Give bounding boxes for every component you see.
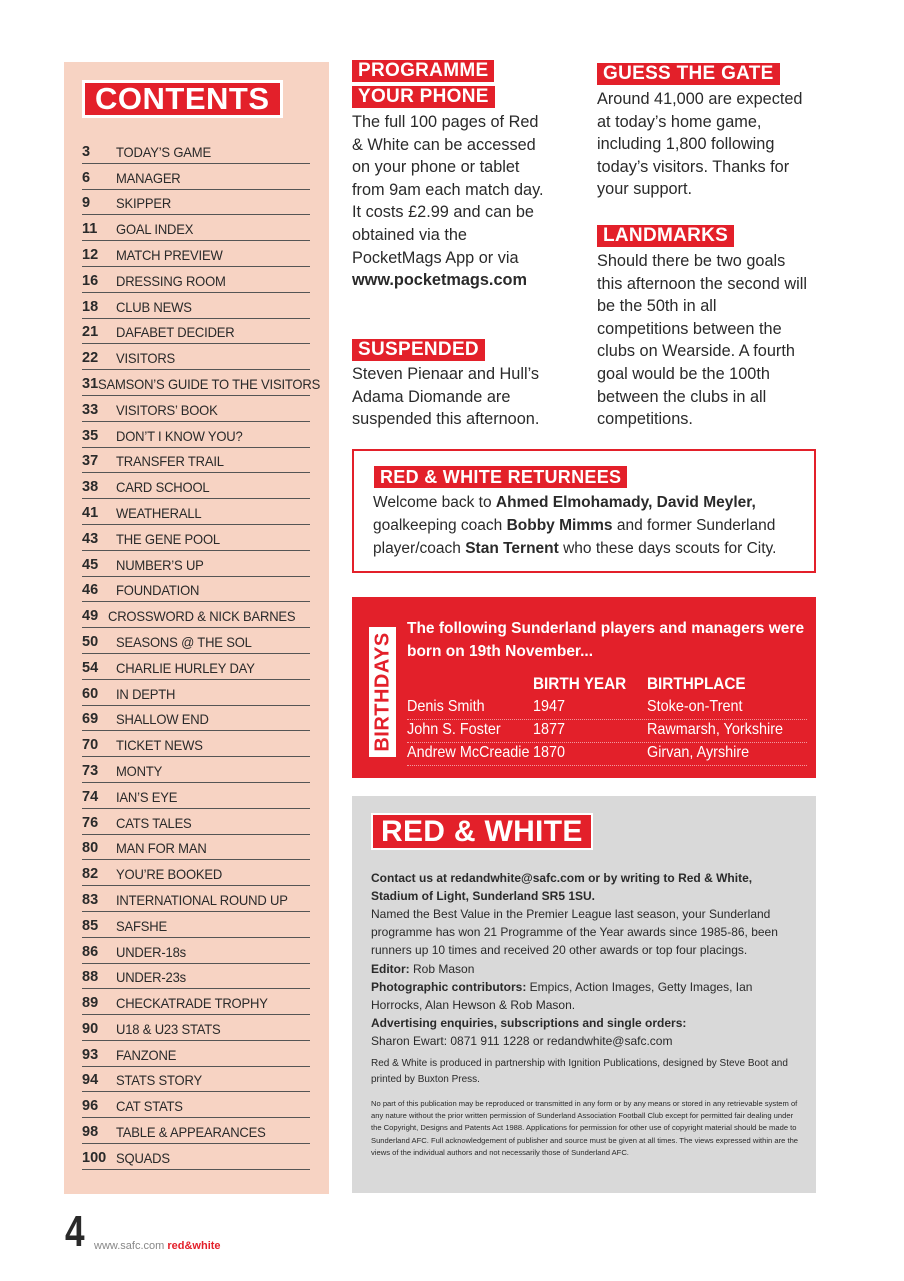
contents-item[interactable] (82, 835, 310, 861)
contents-label: SAFSHE (116, 917, 167, 934)
guess-gate-text: Around 41,000 are expected at today’s home game, including 1,800 following today’s visitors. Thanks for your support. (597, 90, 803, 199)
contents-item[interactable] (82, 344, 310, 370)
contents-label: UNDER-23s (116, 969, 186, 986)
contents-item[interactable] (82, 964, 310, 990)
contents-item[interactable] (82, 190, 310, 216)
birth-year-header: BIRTH YEAR (533, 674, 627, 693)
contents-label: CATS TALES (116, 814, 192, 831)
contents-label: SEASONS @ THE SOL (116, 633, 252, 650)
contents-page-number: 31 (82, 375, 99, 392)
contents-page-number: 76 (82, 814, 99, 831)
contents-item[interactable] (82, 319, 310, 345)
contents-label: TABLE & APPEARANCES (116, 1124, 266, 1141)
birthdays-label-text: BIRTHDAYS (371, 632, 393, 752)
info-ads-contact: Sharon Ewart: 0871 911 1228 or redandwhite@safc.com (371, 1034, 673, 1049)
contents-item[interactable] (82, 1041, 310, 1067)
contents-label: IAN’S EYE (116, 788, 178, 805)
birthdays-box (352, 597, 816, 778)
contents-title: CONTENTS (82, 80, 283, 118)
birthday-name: Denis Smith (407, 698, 485, 715)
info-box (352, 796, 816, 1193)
photo-value: Empics, Action Images, Getty Images, Ian Horrocks, Alan Hewson & Rob Mason. (371, 979, 753, 1013)
birthdays-vertical-label (369, 627, 396, 757)
contents-label: CHECKATRADE TROPHY (116, 995, 268, 1012)
contents-item[interactable] (82, 912, 310, 938)
contents-item[interactable] (82, 989, 310, 1015)
contents-page-number: 43 (82, 530, 99, 547)
footer-site[interactable]: www.safc.com (94, 1240, 168, 1252)
contents-label: CAT STATS (116, 1098, 183, 1115)
contents-label: U18 & U23 STATS (116, 1020, 221, 1037)
pocketmags-link[interactable]: www.pocketmags.com (352, 271, 527, 290)
landmarks-title: LANDMARKS (597, 225, 734, 247)
returnees-t2: goalkeeping coach (373, 517, 507, 534)
contents-label: VISITORS (116, 350, 176, 367)
contents-item[interactable] (82, 293, 310, 319)
contents-item[interactable] (82, 706, 310, 732)
contents-page-number: 70 (82, 737, 99, 754)
contents-page-number: 33 (82, 401, 99, 418)
birthday-year: 1877 (533, 721, 566, 738)
contents-label: YOU’RE BOOKED (116, 866, 223, 883)
contents-label: WEATHERALL (116, 504, 202, 521)
birthday-year: 1947 (533, 698, 566, 715)
contents-item[interactable] (82, 577, 310, 603)
suspended-title: SUSPENDED (352, 339, 485, 361)
contents-page-number: 21 (82, 324, 99, 341)
guess-gate-title: GUESS THE GATE (597, 63, 780, 85)
contents-label: VISITORS’ BOOK (116, 401, 218, 418)
contents-page-number: 3 (82, 143, 91, 160)
contents-page-number: 12 (82, 246, 99, 263)
contents-label: MANAGER (116, 169, 181, 186)
birthday-row (407, 697, 807, 720)
birthdays-intro: The following Sunderland players and managers were born on 19th November... (407, 620, 805, 660)
contents-label: CROSSWORD & NICK BARNES (108, 608, 296, 625)
contents-item[interactable] (82, 241, 310, 267)
landmarks-text: Should there be two goals this afternoon the second will be the 50th in all competitions between the clubs on Wearside. A fourth goal would be the 100th between the clubs in all competitions. (597, 252, 807, 429)
contents-page-number: 90 (82, 1020, 99, 1037)
returnees-b2: Bobby Mimms (506, 517, 613, 534)
contents-page-number: 16 (82, 272, 99, 289)
returnees-t1: Welcome back to (373, 494, 496, 511)
footer-url (94, 1240, 221, 1252)
info-title: RED & WHITE (371, 813, 593, 850)
returnees-t4: who these days scouts for City. (558, 540, 777, 557)
contents-page-number: 6 (82, 169, 91, 186)
contents-label: FANZONE (116, 1046, 177, 1063)
birthday-name: Andrew McCreadie (407, 744, 530, 761)
contents-label: DRESSING ROOM (116, 272, 226, 289)
contents-list (82, 138, 321, 1170)
contents-item[interactable] (82, 267, 310, 293)
programme-body: The full 100 pages of Red & White can be accessed on your phone or tablet from 9am each match day. It costs £2.99 and can be obtained via the PocketMags App or via (352, 113, 544, 267)
contents-label: IN DEPTH (116, 685, 176, 702)
birthday-row (407, 720, 807, 743)
info-produced: Red & White is produced in partnership with Ignition Publications, designed by Steve Boot and printed by Buxton Press. (371, 1058, 788, 1085)
contents-label: STATS STORY (116, 1072, 202, 1089)
returnees-title: RED & WHITE RETURNEES (374, 466, 627, 488)
contents-label: MONTY (116, 762, 163, 779)
info-photo (371, 978, 801, 1014)
contents-label: SHALLOW END (116, 711, 209, 728)
contents-item[interactable] (82, 1144, 310, 1170)
contents-item[interactable] (82, 1092, 310, 1118)
contents-item[interactable] (82, 654, 310, 680)
birthplace-header: BIRTHPLACE (647, 674, 746, 693)
contents-page-number: 35 (82, 427, 99, 444)
contents-page-number: 80 (82, 840, 99, 857)
suspended-text: Steven Pienaar and Hull’s Adama Diomande are suspended this afternoon. (352, 365, 540, 429)
contents-item[interactable] (82, 499, 310, 525)
contents-label: DON’T I KNOW YOU? (116, 427, 243, 444)
contents-page-number: 45 (82, 556, 99, 573)
contents-item[interactable] (82, 1118, 310, 1144)
contents-label: FOUNDATION (116, 582, 200, 599)
contents-item[interactable] (82, 938, 310, 964)
contents-page-number: 60 (82, 685, 99, 702)
contents-label: MATCH PREVIEW (116, 246, 223, 263)
birthday-row (407, 743, 807, 766)
contents-page-number: 38 (82, 479, 99, 496)
contents-label: GOAL INDEX (116, 221, 194, 238)
contents-label: SKIPPER (116, 195, 172, 212)
contents-label: TODAY’S GAME (116, 143, 211, 160)
info-named: Named the Best Value in the Premier League last season, your Sunderland programme has won 21 Programme of the Year awards since 1985-86, been runners up 10 times and received 20 other awards or top four placings. (371, 907, 778, 958)
contents-page-number: 49 (82, 608, 99, 625)
contents-page-number: 50 (82, 633, 99, 650)
contents-item[interactable] (82, 783, 310, 809)
info-editor (371, 960, 801, 978)
footer-brand: red&white (167, 1240, 221, 1252)
contents-page-number: 69 (82, 711, 99, 728)
contents-page-number: 74 (82, 788, 99, 805)
info-contact: Contact us at redandwhite@safc.com or by writing to Red & White, Stadium of Light, Sunderland SR5 1SU. (371, 871, 753, 903)
contents-item[interactable] (82, 860, 310, 886)
contents-page-number: 93 (82, 1046, 99, 1063)
birthday-place: Girvan, Ayrshire (647, 744, 750, 761)
contents-page-number: 22 (82, 350, 99, 367)
contents-page-number: 18 (82, 298, 99, 315)
contents-label: CLUB NEWS (116, 298, 192, 315)
contents-item[interactable] (82, 396, 310, 422)
contents-item[interactable] (82, 680, 310, 706)
editor-value: Rob Mason (409, 961, 475, 976)
returnees-b1: Ahmed Elmohamady, David Meyler, (495, 494, 756, 511)
contents-page-number: 86 (82, 943, 99, 960)
info-legal: No part of this publication may be reproduced or transmitted in any form or by any means or stored in any retrievable system of any nature without the prior written permission of Sunderland Association Football Club except for permitted fair dealing under the Copyright, Designs and Patents Act 1988. Applications for permission for other use of copyright material should be made to Sunderland AFC. Full acknowledgement of publisher and source must be given at all times. The views expressed within are the views of the individual authors and not necessarily those of Sunderland AFC. (371, 1099, 799, 1157)
contents-label: MAN FOR MAN (116, 840, 207, 857)
contents-page-number: 73 (82, 762, 99, 779)
contents-label: CARD SCHOOL (116, 479, 210, 496)
contents-item[interactable] (82, 551, 310, 577)
page-number: 4 (65, 1207, 85, 1256)
birthday-year: 1870 (533, 744, 566, 761)
contents-item[interactable] (82, 731, 310, 757)
contents-page-number: 37 (82, 453, 99, 470)
contents-label: INTERNATIONAL ROUND UP (116, 891, 288, 908)
programme-title-line1: PROGRAMME (352, 60, 494, 82)
birthday-place: Stoke-on-Trent (647, 698, 743, 715)
contents-page-number: 9 (82, 195, 91, 212)
contents-label: DAFABET DECIDER (116, 324, 235, 341)
contents-label: TRANSFER TRAIL (116, 453, 224, 470)
ads-label: Advertising enquiries, subscriptions and single orders: (371, 1016, 687, 1031)
contents-label: THE GENE POOL (116, 530, 220, 547)
contents-page-number: 83 (82, 891, 99, 908)
contents-panel (64, 62, 329, 1194)
programme-text (352, 111, 552, 292)
contents-page-number: 96 (82, 1098, 99, 1115)
contents-item[interactable] (82, 422, 310, 448)
contents-page-number: 54 (82, 659, 99, 676)
contents-page-number: 85 (82, 917, 99, 934)
contents-item[interactable] (82, 164, 310, 190)
returnees-t3: and former Sunderland player/coach (373, 517, 776, 557)
contents-item[interactable] (82, 809, 310, 835)
contents-item[interactable] (82, 525, 310, 551)
contents-item[interactable] (82, 628, 310, 654)
contents-item[interactable] (82, 448, 310, 474)
contents-item[interactable] (82, 473, 310, 499)
contents-page-number: 11 (82, 221, 98, 238)
contents-label: TICKET NEWS (116, 737, 203, 754)
contents-page-number: 89 (82, 995, 99, 1012)
returnees-box (352, 449, 816, 573)
info-ads (371, 1014, 801, 1032)
contents-item[interactable] (82, 138, 310, 164)
contents-item[interactable] (82, 886, 310, 912)
birthday-name: John S. Foster (407, 721, 501, 738)
contents-label: SAMSON’S GUIDE TO THE VISITORS (98, 375, 321, 392)
contents-item[interactable] (82, 757, 310, 783)
photo-label: Photographic contributors: (371, 979, 527, 994)
contents-page-number: 41 (82, 504, 99, 521)
info-main (371, 905, 801, 1051)
contents-label: SQUADS (116, 1149, 170, 1166)
contents-item[interactable] (82, 215, 310, 241)
contents-page-number: 100 (82, 1149, 107, 1166)
contents-label: NUMBER’S UP (116, 556, 204, 573)
contents-page-number: 88 (82, 969, 99, 986)
contents-label: CHARLIE HURLEY DAY (116, 659, 255, 676)
contents-item[interactable] (82, 1067, 310, 1093)
programme-title-line2: YOUR PHONE (352, 86, 495, 108)
contents-page-number: 98 (82, 1124, 99, 1141)
contents-page-number: 94 (82, 1072, 99, 1089)
contents-item[interactable] (82, 370, 321, 396)
returnees-b3: Stan Ternent (465, 540, 559, 557)
contents-page-number: 46 (82, 582, 99, 599)
contents-page-number: 82 (82, 866, 99, 883)
contents-item[interactable] (82, 602, 310, 628)
returnees-text (373, 491, 803, 560)
contents-label: UNDER-18s (116, 943, 186, 960)
editor-label: Editor: (371, 961, 410, 976)
contents-item[interactable] (82, 1015, 310, 1041)
birthday-place: Rawmarsh, Yorkshire (647, 721, 784, 738)
